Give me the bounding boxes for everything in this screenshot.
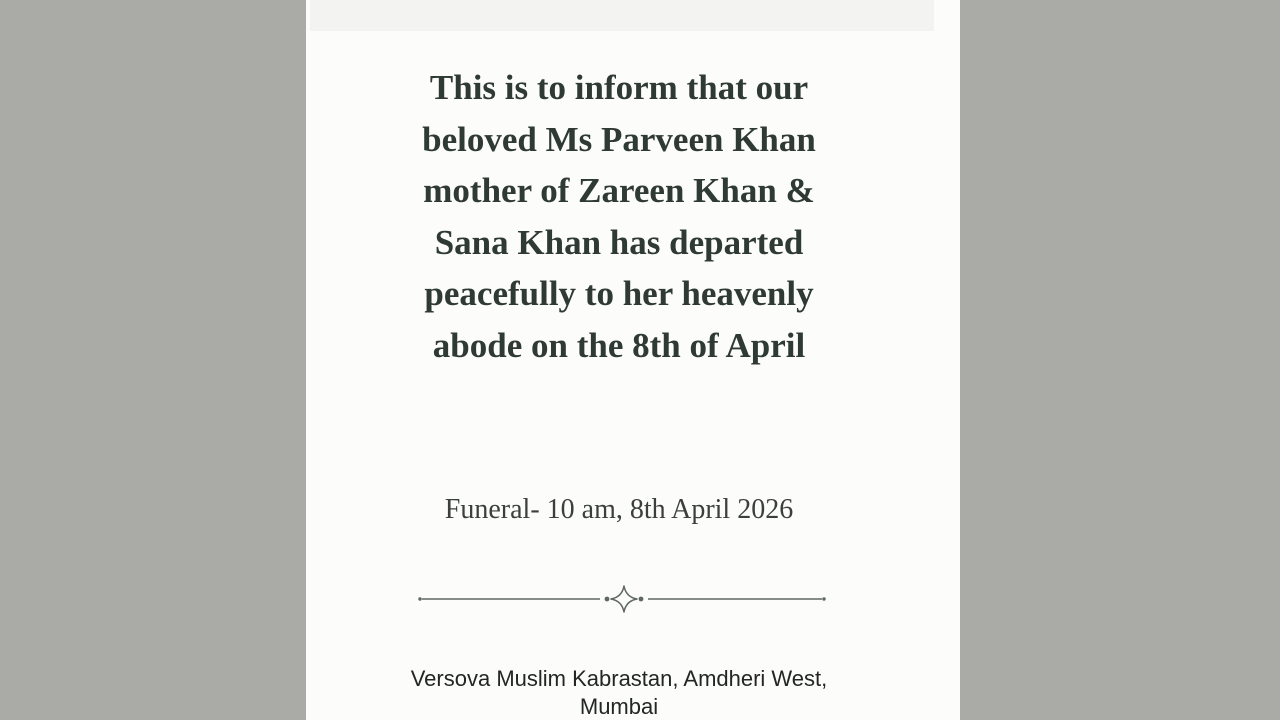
venue-line-2: Mumbai <box>579 694 659 719</box>
sparkle-divider-icon <box>416 584 828 614</box>
announcement-line-6: abode on the 8th of April <box>432 325 806 365</box>
sparkle-icon <box>611 586 637 612</box>
venue-line-1: Versova Muslim Kabrastan, Amdheri West, <box>410 666 828 691</box>
announcement-line-3: mother of Zareen Khan & <box>423 171 815 210</box>
obituary-card <box>306 0 960 720</box>
announcement-line-5: peacefully to her heavenly <box>424 274 814 313</box>
announcement-line-4: Sana Khan has departed <box>434 222 804 262</box>
top-header-strip <box>310 0 934 31</box>
announcement-line-1: This is to inform that our <box>429 68 809 107</box>
announcement-text <box>306 62 932 371</box>
funeral-time: Funeral- 10 am, 8th April 2026 <box>444 494 794 525</box>
divider-center-left-dot <box>605 597 610 602</box>
divider-right-dot <box>822 597 825 600</box>
funeral-venue <box>306 665 932 720</box>
announcement-line-2: beloved Ms Parveen Khan <box>422 119 816 159</box>
divider-center-right-dot <box>639 597 644 602</box>
divider-left-dot <box>418 597 421 600</box>
